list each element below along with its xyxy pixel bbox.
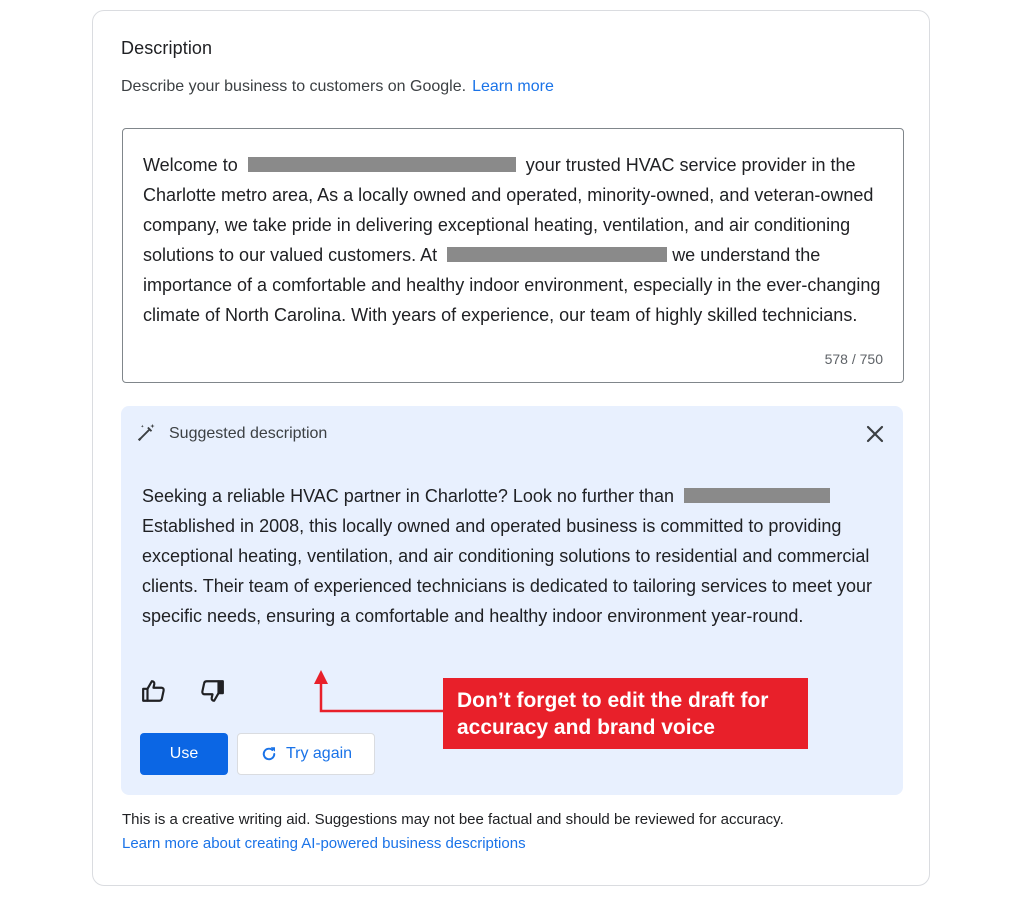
thumbs-up-icon[interactable] (141, 678, 167, 704)
use-button-label: Use (169, 745, 199, 762)
use-button[interactable] (140, 733, 228, 775)
description-text-part-3: we understand the importance of a comfortable and healthy indoor environment, especially in the ever-changing climate of North Carolina. With years of experience, our team of highly skilled technicians. (143, 245, 881, 325)
description-text[interactable] (143, 150, 883, 330)
ai-descriptions-link[interactable]: Learn more about creating AI-powered business descriptions (122, 835, 526, 852)
description-text-part-2: your trusted HVAC service provider in the Charlotte metro area, As a locally owned and operated, minority-owned, and veteran-owned company, we take pride in delivering exceptional heating, ventilation, and air conditioning solutions to our valued customers. At (143, 155, 874, 265)
callout-annotation: Don’t forget to edit the draft for accuracy and brand voice (443, 678, 808, 749)
section-subtitle (121, 78, 554, 96)
description-textarea[interactable] (122, 128, 904, 383)
close-icon[interactable] (863, 422, 887, 446)
try-again-label: Try again (285, 745, 353, 762)
suggestion-text (142, 481, 887, 631)
try-again-button[interactable] (237, 733, 375, 775)
suggestion-text-part-2: Established in 2008, this locally owned and operated business is committed to providing exceptional heating, ventilation, and air conditioning solutions to residential and commercial clients. Their team of experienced technicians is dedicated to tailoring services to meet your specific needs, ensuring a comfortable and healthy indoor environment year-round. (142, 516, 873, 626)
redacted-business-name-2 (447, 247, 667, 262)
redacted-business-name (248, 157, 516, 172)
subtitle-text: Describe your business to customers on Google. (121, 78, 467, 95)
suggestion-text-part-1: Seeking a reliable HVAC partner in Charlotte? Look no further than (142, 486, 674, 506)
footer-disclaimer: This is a creative writing aid. Suggestions may not bee factual and should be reviewed for accuracy. (122, 811, 784, 828)
description-text-part-1: Welcome to (143, 155, 238, 175)
learn-more-link[interactable]: Learn more (472, 78, 554, 95)
magic-pen-icon (135, 422, 157, 444)
character-counter: 578 / 750 (824, 351, 883, 367)
refresh-icon (260, 745, 278, 763)
footer (122, 808, 912, 856)
redacted-business-name-3 (684, 488, 830, 503)
suggestion-header: Suggested description (169, 425, 328, 442)
section-title: Description (121, 38, 213, 58)
thumbs-down-icon[interactable] (199, 678, 225, 704)
